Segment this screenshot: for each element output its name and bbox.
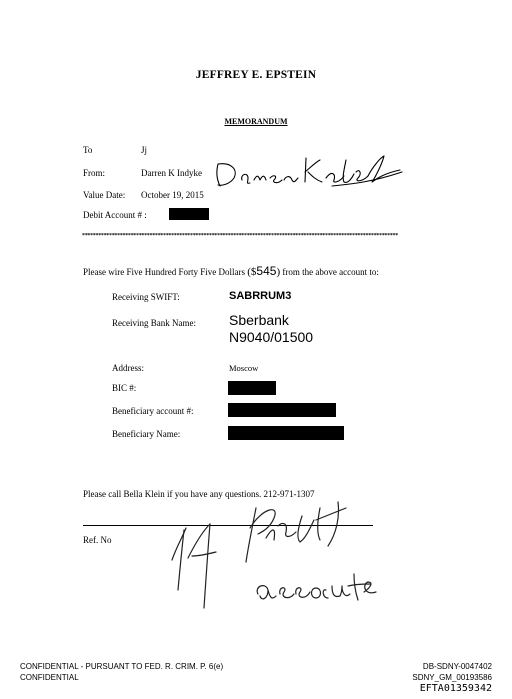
beneficiary-name-label: Beneficiary Name: — [112, 429, 181, 439]
amount-close-paren: ) — [276, 266, 281, 278]
address-label: Address: — [112, 363, 144, 373]
beneficiary-name-redaction — [228, 426, 344, 440]
wire-instruction — [83, 264, 379, 278]
swift-value: SABRRUM3 — [229, 290, 292, 302]
from-signature-image — [212, 150, 407, 195]
amount-number: 545 — [256, 264, 277, 278]
instruction-text-before: Please wire Five Hundred Forty Five Dollars — [83, 267, 245, 277]
footer-confidential-line2: CONFIDENTIAL — [20, 673, 79, 682]
asterisk-separator: ********************************************************************************************************************* — [82, 233, 398, 239]
amount-currency: $ — [250, 266, 257, 278]
value-date: October 19, 2015 — [141, 190, 204, 200]
swift-label: Receiving SWIFT: — [112, 292, 180, 302]
debit-account-label: Debit Account # : — [83, 210, 147, 220]
amount-open-paren: ( — [247, 266, 251, 278]
bic-redaction — [228, 381, 276, 395]
debit-account-redaction — [169, 208, 209, 220]
instruction-text-after: from the above account to: — [282, 267, 379, 277]
to-value: Jj — [141, 145, 148, 155]
footer-confidential-line1: CONFIDENTIAL - PURSUANT TO FED. R. CRIM. P. 6(e) — [20, 662, 224, 671]
from-value: Darren K Indyke — [141, 168, 202, 178]
bic-label: BIC #: — [112, 383, 137, 393]
instruction-amount — [247, 266, 280, 278]
value-date-label: Value Date: — [83, 190, 126, 200]
contact-line: Please call Bella Klein if you have any questions. 212-971-1307 — [83, 489, 315, 499]
footer-bates-db: DB-SDNY-0047402 — [422, 662, 492, 671]
bank-name-label: Receiving Bank Name: — [112, 318, 196, 328]
footer-bates-efta: EFTA01359342 — [419, 683, 492, 694]
address-value: Moscow — [229, 363, 259, 373]
to-label: To — [83, 145, 93, 155]
bank-name-line2: N9040/01500 — [229, 329, 314, 345]
memorandum-heading: MEMORANDUM — [224, 117, 288, 126]
letterhead-title: JEFFREY E. EPSTEIN — [195, 69, 317, 81]
footer-bates-sdny: SDNY_GM_00193586 — [412, 673, 492, 682]
ref-no-label: Ref. No — [83, 535, 112, 545]
approval-signature-image — [170, 498, 380, 623]
signature-annotation-text — [300, 590, 304, 591]
from-label: From: — [83, 168, 106, 178]
bank-name-line1: Sberbank — [229, 312, 289, 328]
beneficiary-account-redaction — [228, 403, 336, 417]
beneficiary-account-label: Beneficiary account #: — [112, 406, 194, 416]
